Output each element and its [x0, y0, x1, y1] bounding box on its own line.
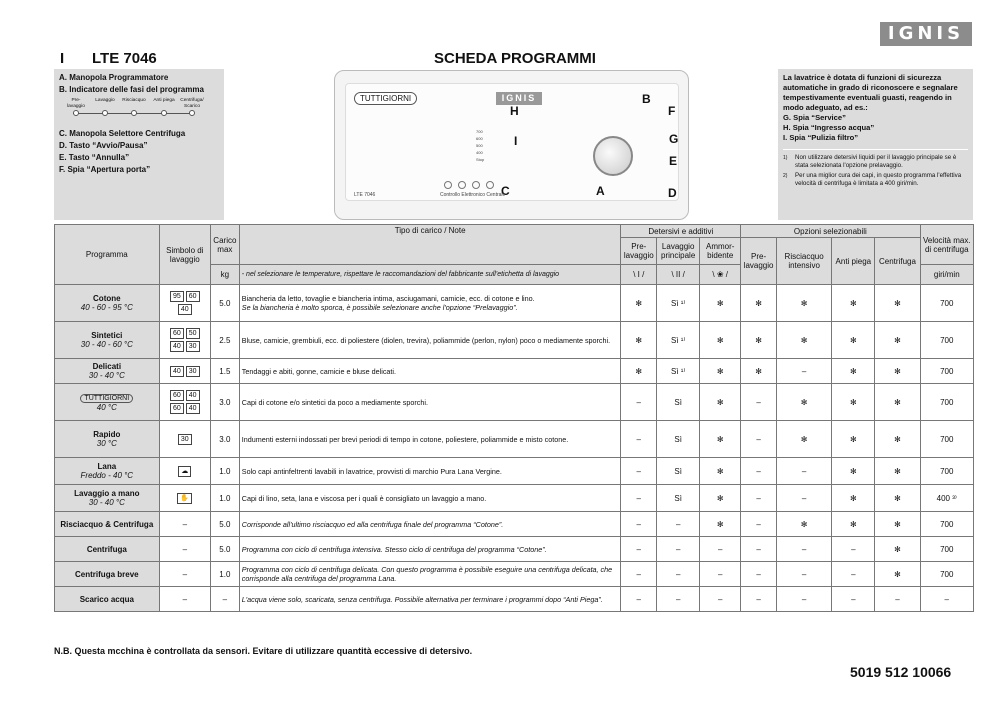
option-cell: – — [832, 562, 875, 587]
callout-b: B — [642, 92, 651, 106]
panel-model: LTE 7046 — [354, 192, 376, 198]
safety-g: G. Spia “Service” — [783, 113, 846, 122]
load-description: L'acqua viene solo, scaricata, senza centrifuga. Possibile alternativa per terminare i programmi dopo “Anti Piega”. — [239, 587, 621, 612]
option-cell: ✻ — [832, 322, 875, 359]
table-row — [55, 587, 974, 612]
wash-symbol-cell — [159, 285, 210, 322]
phase-dot-icon — [73, 110, 79, 116]
load-kg: 3.0 — [210, 384, 239, 421]
legend-a: A. Manopola Programmatore — [59, 73, 169, 82]
option-cell: ✻ — [832, 512, 875, 537]
header-programma: Programma — [55, 225, 160, 285]
option-cell: Sì ¹⁾ — [657, 359, 700, 384]
wash-symbol-cell — [159, 322, 210, 359]
program-temperature: Freddo - 40 °C — [80, 471, 134, 480]
program-name: TUTTIGIORNI — [80, 394, 133, 403]
phase-label: Risciacquo — [122, 98, 146, 103]
program-name: Scarico acqua — [79, 594, 134, 604]
wash-symbol-cell — [159, 384, 210, 421]
program-temperature: 40 °C — [96, 402, 117, 412]
option-cell: ✻ — [700, 458, 741, 485]
callout-e: E — [669, 154, 678, 168]
subheader: Risciacquo intensivo — [776, 238, 831, 285]
option-cell: ✻ — [875, 322, 920, 359]
wash-symbol-icon: ✋ — [177, 493, 192, 504]
option-cell: ✻ — [621, 359, 657, 384]
load-description: Bluse, camicie, grembiuli, ecc. di poliestere (diolen, trevira), poliammide (perlon, nylon) poco o mediamente sporchi. — [239, 322, 621, 359]
wash-symbol-cell — [159, 458, 210, 485]
option-cell: – — [776, 359, 831, 384]
program-name: Risciacquo & Centrifuga — [60, 519, 154, 529]
program-knob — [593, 136, 633, 176]
load-description: Programma con ciclo di centrifuga intensiva. Stesso ciclo di centrifuga del programma “Cotone”. — [239, 537, 621, 562]
wash-symbol-icon: 40 — [170, 341, 184, 352]
max-spin-speed: 700 — [920, 384, 973, 421]
wash-symbol-icon: 60 — [186, 291, 200, 302]
document-code: 5019 512 10066 — [850, 664, 952, 680]
load-kg: 1.0 — [210, 562, 239, 587]
program-name-cell — [55, 421, 160, 458]
model-number: LTE 7046 — [92, 50, 157, 67]
option-cell: Sì ¹⁾ — [657, 322, 700, 359]
option-cell: ✻ — [875, 562, 920, 587]
option-cell: – — [621, 512, 657, 537]
load-description: Capi di lino, seta, lana e viscosa per i quali è consigliato un lavaggio a mano. — [239, 485, 621, 512]
header-velocita: Velocità max. di centrifuga — [920, 225, 973, 265]
load-kg: 1.0 — [210, 485, 239, 512]
option-cell: ✻ — [832, 421, 875, 458]
load-kg: 3.0 — [210, 421, 239, 458]
header-carico: Carico max — [210, 225, 239, 265]
max-spin-speed: 700 — [920, 562, 973, 587]
option-cell: – — [741, 587, 777, 612]
table-row — [55, 537, 974, 562]
callout-f: F — [668, 104, 676, 118]
footnote: 1) Non utilizzare detersivi liquidi per il lavaggio principale se è stata selezionata l'opzione prelavaggio. — [783, 154, 957, 169]
table-row — [55, 512, 974, 537]
wash-symbol-icon: 40 — [170, 366, 184, 377]
option-cell: ✻ — [776, 512, 831, 537]
header-kg: kg — [210, 265, 239, 285]
wash-symbol-icon: ☁ — [178, 466, 191, 477]
option-cell: – — [741, 485, 777, 512]
header-detersivi: Detersivi e additivi — [621, 225, 741, 238]
tuttigiorni-badge: TUTTIGIORNI — [354, 92, 417, 105]
option-cell: – — [875, 587, 920, 612]
subheader: Pre-lavaggio — [741, 238, 777, 285]
wash-symbol-icon: 30 — [186, 341, 200, 352]
option-cell: – — [621, 562, 657, 587]
wash-symbol-cell: – — [159, 562, 210, 587]
footnote: 2) Per una miglior cura dei capi, in questo programma l'effettiva velocità di centrifuga è limitata a 400 giri/min. — [783, 172, 962, 187]
option-cell: ✻ — [875, 512, 920, 537]
option-cell: Sì — [657, 384, 700, 421]
subheader: Centrifuga — [875, 238, 920, 285]
wash-symbol-cell: – — [159, 587, 210, 612]
program-name: Lana — [97, 462, 117, 471]
program-name-cell — [55, 587, 160, 612]
option-cell: Sì — [657, 458, 700, 485]
max-spin-speed: 700 — [920, 421, 973, 458]
phase-label: Pre-lavaggio — [67, 98, 85, 109]
phase-dot-icon — [189, 110, 195, 116]
wash-symbol-icon: 95 — [170, 291, 184, 302]
program-name-cell — [55, 359, 160, 384]
wash-symbol-icon: 60 — [170, 390, 184, 401]
option-cell: ✻ — [700, 485, 741, 512]
header-opzioni: Opzioni selezionabili — [741, 225, 920, 238]
load-kg: 2.5 — [210, 322, 239, 359]
option-cell: – — [621, 587, 657, 612]
option-cell: ✻ — [875, 458, 920, 485]
control-panel-illustration — [334, 70, 689, 220]
program-name: Lavaggio a mano — [74, 489, 140, 498]
legend-e: E. Tasto “Annulla” — [59, 153, 130, 162]
panel-logo: IGNIS — [496, 92, 542, 105]
program-temperature: 40 - 60 - 95 °C — [80, 303, 133, 312]
table-row — [55, 485, 974, 512]
safety-box — [778, 69, 973, 220]
footer-note: N.B. Questa mcchina è controllata da sensori. Evitare di utilizzare quantità eccessive di detersivo. — [54, 646, 473, 656]
program-name: Delicati — [92, 362, 122, 371]
wash-symbol-cell — [159, 485, 210, 512]
subheader: Anti piega — [832, 238, 875, 285]
option-cell: – — [832, 587, 875, 612]
option-cell: – — [700, 587, 741, 612]
program-temperature: 30 - 40 °C — [88, 498, 125, 507]
compartment-icon: \ I / — [621, 265, 657, 285]
option-cell: – — [741, 562, 777, 587]
load-kg: 5.0 — [210, 537, 239, 562]
program-temperature: 30 - 40 °C — [88, 371, 125, 380]
option-cell: – — [741, 421, 777, 458]
load-kg: 1.5 — [210, 359, 239, 384]
legend-b: B. Indicatore delle fasi del programma — [59, 85, 204, 94]
option-cell: ✻ — [700, 421, 741, 458]
program-name: Sintetici — [91, 331, 123, 340]
program-name-cell — [55, 458, 160, 485]
page-title: SCHEDA PROGRAMMI — [434, 50, 596, 67]
option-cell: ✻ — [776, 285, 831, 322]
load-description: Programma con ciclo di centrifuga delicata. Con questo programma è possibile eseguire una centrifuga delicata, che corrisponde alla centrifuga del programma Lana. — [239, 562, 621, 587]
safety-h: H. Spia “Ingresso acqua” — [783, 123, 875, 132]
phase-dot-icon — [131, 110, 137, 116]
callout-i: I — [514, 134, 518, 148]
legend-d: D. Tasto “Avvio/Pausa” — [59, 141, 148, 150]
phase-dot-icon — [161, 110, 167, 116]
option-cell: – — [776, 458, 831, 485]
safety-intro: La lavatrice è dotata di funzioni di sicurezza automatiche in grado di riconoscere e segnalare tempestivamente eventuali guasti, reagendo in modo adeguato, ad es.: — [783, 73, 958, 112]
load-kg: 5.0 — [210, 285, 239, 322]
option-cell: ✻ — [832, 285, 875, 322]
program-name-cell — [55, 562, 160, 587]
program-name-cell — [55, 384, 160, 421]
wash-symbol-cell — [159, 421, 210, 458]
option-cell: – — [657, 512, 700, 537]
load-description: Corrisponde all'ultimo risciacquo ed alla centrifuga finale del programma “Cotone”. — [239, 512, 621, 537]
phase-label: Anti piega — [153, 98, 175, 103]
option-cell: ✻ — [832, 359, 875, 384]
button-icon — [444, 181, 452, 189]
table-row — [55, 458, 974, 485]
load-kg: 5.0 — [210, 512, 239, 537]
load-description: Solo capi antinfeltrenti lavabili in lavatrice, provvisti di marchio Pura Lana Vergine. — [239, 458, 621, 485]
program-name: Centrifuga breve — [75, 569, 139, 579]
button-icon — [472, 181, 480, 189]
option-cell: – — [621, 485, 657, 512]
option-cell: ✻ — [875, 421, 920, 458]
load-description: Biancheria da letto, tovaglie e biancheria intima, asciugamani, camicie, ecc. di cotone e lino. Se la biancheria è molto sporca, è possibile selezionare anche l'opzione “Prelavaggio”. — [239, 285, 621, 322]
option-cell: ✻ — [832, 384, 875, 421]
wash-symbol-icon: 30 — [178, 434, 192, 445]
speed-label: 400 — [476, 150, 483, 155]
wash-symbol-icon: 40 — [178, 304, 192, 315]
program-name: Centrifuga — [86, 544, 127, 554]
phase-dot-icon — [102, 110, 108, 116]
table-row — [55, 421, 974, 458]
language-code: I — [60, 50, 65, 67]
subheader: Lavaggio principale — [657, 238, 700, 265]
option-cell: – — [776, 537, 831, 562]
header-tipo-note: - nel selezionare le temperature, rispettare le raccomandazioni del fabbricante sull'etichetta di lavaggio — [239, 265, 621, 285]
header-giri: giri/min — [920, 265, 973, 285]
option-cell: ✻ — [832, 458, 875, 485]
footnotes — [783, 149, 968, 188]
load-description: Indumenti esterni indossati per brevi periodi di tempo in cotone, poliestere, poliammide e misto cotone. — [239, 421, 621, 458]
legend-c: C. Manopola Selettore Centrifuga — [59, 129, 186, 138]
header-simbolo: Simbolo di lavaggio — [159, 225, 210, 285]
option-cell: – — [741, 458, 777, 485]
wash-symbol-cell: – — [159, 512, 210, 537]
max-spin-speed: 700 — [920, 359, 973, 384]
option-cell: – — [741, 512, 777, 537]
max-spin-speed: 400 ³⁾ — [920, 485, 973, 512]
button-icon — [486, 181, 494, 189]
callout-g: G — [669, 132, 679, 146]
subheader: Ammor-bidente — [700, 238, 741, 265]
table-row — [55, 562, 974, 587]
header-tipo: Tipo di carico / Note — [239, 225, 621, 265]
max-spin-speed: 700 — [920, 537, 973, 562]
wash-symbol-icon: 30 — [186, 366, 200, 377]
option-cell: ✻ — [776, 322, 831, 359]
program-table — [54, 224, 974, 612]
table-row — [55, 384, 974, 421]
program-temperature: 30 °C — [96, 439, 117, 448]
option-cell: ✻ — [741, 285, 777, 322]
wash-symbol-cell — [159, 359, 210, 384]
option-cell: ✻ — [875, 537, 920, 562]
option-cell: ✻ — [741, 322, 777, 359]
option-cell: ✻ — [776, 421, 831, 458]
option-cell: – — [657, 587, 700, 612]
control-panel-face — [345, 83, 679, 201]
option-cell: – — [621, 384, 657, 421]
phase-indicator — [59, 98, 219, 126]
option-cell: Sì ¹⁾ — [657, 285, 700, 322]
program-name-cell — [55, 485, 160, 512]
option-cell: ✻ — [776, 384, 831, 421]
program-temperature: 30 - 40 - 60 °C — [80, 340, 133, 349]
option-cell: – — [700, 562, 741, 587]
table-row — [55, 285, 974, 322]
option-cell: Sì — [657, 421, 700, 458]
option-cell: – — [832, 537, 875, 562]
load-kg: 1.0 — [210, 458, 239, 485]
safety-i: I. Spia “Pulizia filtro” — [783, 133, 859, 142]
max-spin-speed: 700 — [920, 285, 973, 322]
max-spin-speed: – — [920, 587, 973, 612]
subheader: Pre-lavaggio — [621, 238, 657, 265]
option-cell: – — [621, 458, 657, 485]
option-cell: – — [657, 562, 700, 587]
wash-symbol-icon: 50 — [186, 328, 200, 339]
option-cell: Sì — [657, 485, 700, 512]
option-cell: ✻ — [741, 359, 777, 384]
option-cell: – — [741, 537, 777, 562]
callout-c: C — [501, 184, 510, 198]
program-name: Cotone — [93, 294, 121, 303]
option-cell: – — [776, 562, 831, 587]
program-name-cell — [55, 512, 160, 537]
program-name-cell — [55, 537, 160, 562]
button-icon — [458, 181, 466, 189]
legend-box — [54, 69, 224, 220]
phase-label: Centrifuga/ Scarico — [180, 98, 204, 109]
max-spin-speed: 700 — [920, 458, 973, 485]
softener-icon: \ ❀ / — [700, 265, 741, 285]
option-cell: – — [621, 537, 657, 562]
option-cell: ✻ — [621, 322, 657, 359]
phase-label: Lavaggio — [95, 98, 115, 103]
wash-symbol-icon: 40 — [186, 403, 200, 414]
load-description: Tendaggi e abiti, gonne, camicie e bluse delicati. — [239, 359, 621, 384]
option-cell: ✻ — [700, 359, 741, 384]
load-kg: – — [210, 587, 239, 612]
option-cell: ✻ — [700, 384, 741, 421]
speed-label: 700 — [476, 129, 483, 134]
program-name-cell — [55, 285, 160, 322]
option-cell: – — [776, 587, 831, 612]
ignis-logo: IGNIS — [880, 22, 972, 46]
option-cell: ✻ — [621, 285, 657, 322]
wash-symbol-icon: 60 — [170, 403, 184, 414]
table-row — [55, 322, 974, 359]
panel-footer: Controllo Elettronico Centrale — [440, 192, 506, 198]
option-cell: ✻ — [700, 322, 741, 359]
option-cell: – — [621, 421, 657, 458]
option-cell: – — [776, 485, 831, 512]
callout-h: H — [510, 104, 519, 118]
wash-symbol-cell: – — [159, 537, 210, 562]
max-spin-speed: 700 — [920, 512, 973, 537]
option-cell: – — [700, 537, 741, 562]
program-name-cell — [55, 322, 160, 359]
option-cell: ✻ — [700, 285, 741, 322]
option-cell: ✻ — [832, 485, 875, 512]
table-row — [55, 359, 974, 384]
option-cell: – — [741, 384, 777, 421]
option-cell: ✻ — [700, 512, 741, 537]
speed-label: Stop — [476, 157, 485, 162]
callout-a: A — [596, 184, 605, 198]
load-description: Capi di cotone e/o sintetici da poco a mediamente sporchi. — [239, 384, 621, 421]
program-name: Rapido — [93, 430, 121, 439]
option-cell: – — [657, 537, 700, 562]
speed-label: 600 — [476, 136, 483, 141]
speed-label: 500 — [476, 143, 483, 148]
callout-d: D — [668, 186, 677, 200]
option-cell: ✻ — [875, 485, 920, 512]
option-cell: ✻ — [875, 285, 920, 322]
wash-symbol-icon: 60 — [170, 328, 184, 339]
max-spin-speed: 700 — [920, 322, 973, 359]
option-cell: ✻ — [875, 384, 920, 421]
wash-symbol-icon: 40 — [186, 390, 200, 401]
option-cell: ✻ — [875, 359, 920, 384]
compartment-icon: \ II / — [657, 265, 700, 285]
legend-f: F. Spia “Apertura porta” — [59, 165, 151, 174]
